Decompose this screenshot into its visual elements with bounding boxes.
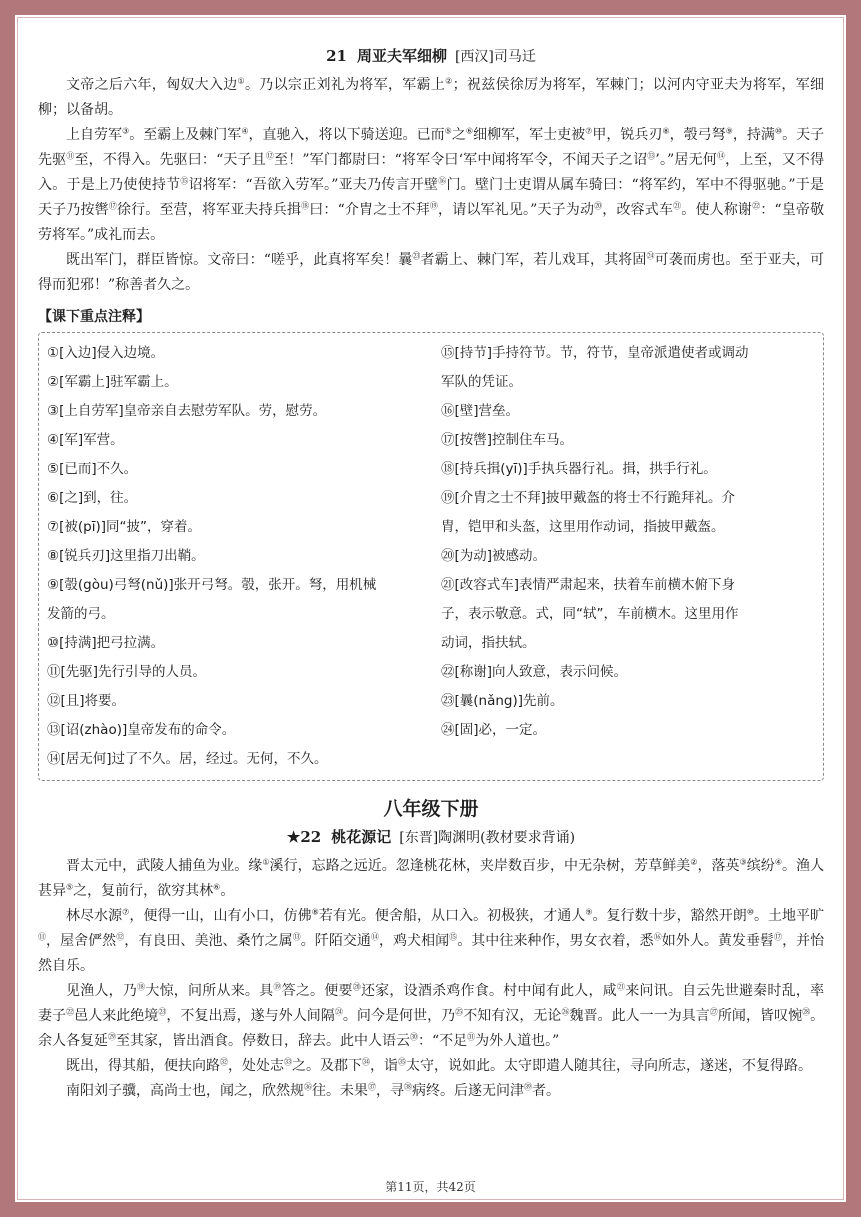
lesson-22-body xyxy=(38,854,824,1104)
text-run: 南阳刘子骥，高尚士也，闻之，欣然规 xyxy=(66,1083,304,1099)
lesson-21-body xyxy=(38,73,824,298)
footnote-marker: ⑭ xyxy=(716,151,726,161)
footnote-marker: ㉓ xyxy=(158,1007,167,1017)
footnote-marker: ⑧ xyxy=(662,126,670,136)
footnote-marker: ⑳ xyxy=(594,201,603,211)
note-line: ㉒[称谢]向人致意，表示问候。 xyxy=(441,664,628,680)
footnote-marker: ㉛ xyxy=(467,1032,476,1042)
footnote-marker: ⑨ xyxy=(585,907,593,917)
text-run: 魏晋。此人一一为具言 xyxy=(569,1008,710,1024)
text-run: 可袭而虏也。至于亚夫，可得而犯邪！”称善者久之。 xyxy=(38,252,825,293)
footnote-marker: ⑤ xyxy=(444,126,452,136)
footnote-marker: ㊳ xyxy=(404,1082,412,1092)
text-run: ，处处志 xyxy=(228,1058,284,1074)
footnote-marker: ⑲ xyxy=(273,982,282,992)
text-run: 之，复前行，欲穷其林 xyxy=(73,883,214,899)
footnote-marker: ⑲ xyxy=(429,201,439,211)
note-line: ⑱[持兵揖(yī)]手执兵器行礼。揖，拱手行礼。 xyxy=(441,461,717,477)
text-run: 。渔人甚异 xyxy=(38,858,825,899)
footnote-marker: ③ xyxy=(122,126,130,136)
text-run: 既出，得其船，便扶向路 xyxy=(66,1058,220,1074)
text-run: 细柳军，军士吏被 xyxy=(473,127,586,143)
footnote-marker: ⑥ xyxy=(465,126,474,136)
footnote-marker: ① xyxy=(237,76,246,86)
footnote-marker: ⑥ xyxy=(213,882,221,892)
note-line: ㉔[固]必，一定。 xyxy=(441,722,547,738)
text-run: 太守，说如此。太守即遣人随其往，寻向所志，遂迷，不复得路。 xyxy=(406,1058,812,1074)
text-run: 如外人。黄发垂髫 xyxy=(661,933,775,949)
text-run: ，有良田、美池、桑竹之属 xyxy=(124,933,293,949)
lesson-21-author: [西汉]司马迁 xyxy=(454,49,536,65)
note-line: ⑰[按辔]控制住车马。 xyxy=(441,432,574,448)
text-run: 。土地平旷 xyxy=(753,908,825,924)
text-run: ；祝兹侯徐厉为将军，军棘门；以河内守亚夫为将军，军细柳；以备胡。 xyxy=(38,77,825,118)
section-heading: 八年级下册 xyxy=(383,798,479,820)
footnote-marker: ㊴ xyxy=(524,1082,532,1092)
footnote-marker: ④ xyxy=(774,857,783,867)
note-line: ④[军]军营。 xyxy=(47,432,124,448)
note-line: ⑪[先驱]先行引导的人员。 xyxy=(47,664,207,680)
text-run: 还家，设酒杀鸡作食。村中闻有此人，咸 xyxy=(360,983,617,999)
text-run: 不知有汉，无论 xyxy=(463,1008,562,1024)
footnote-marker: ⑳ xyxy=(352,982,361,992)
footnote-marker: ㉜ xyxy=(220,1057,228,1067)
lesson-22-name: 桃花源记 xyxy=(331,828,392,846)
footnote-marker: ⑱ xyxy=(137,982,146,992)
text-run: 。乃以宗正刘礼为将军，军霸上 xyxy=(245,77,446,93)
note-line: ⑳[为动]被感动。 xyxy=(441,548,547,564)
text-run: 若有光。便舍船，从口入。初极狭，才通人 xyxy=(318,908,586,924)
note-line: ⑦[被(pī)]同“披”，穿着。 xyxy=(47,519,201,535)
text-run: 之。及郡下 xyxy=(292,1058,362,1074)
text-run: ，寻 xyxy=(376,1083,404,1099)
note-line: 发箭的弓。 xyxy=(47,606,115,622)
note-line: ⑨[彀(gòu)弓弩(nǔ)]张开弓弩。彀，张开。弩，用机械 xyxy=(47,577,377,593)
text-run: 文帝之后六年，匈奴大入边 xyxy=(66,77,238,93)
footnote-marker: ⑦ xyxy=(585,126,593,136)
text-run: ，屋舍俨然 xyxy=(46,933,117,949)
text-run: 溪行，忘路之远近。忽逢桃花林，夹岸数百步，中无杂树，芳草鲜美 xyxy=(269,858,691,874)
text-run: ，上至，又不得入。于是上乃使使持节 xyxy=(38,152,825,193)
text-run: 至其家，皆出酒食。停数日，辞去。此中人语云 xyxy=(116,1033,410,1049)
text-run: ，彀弓弩 xyxy=(669,127,726,143)
text-run: ，便得一山，山有小口，仿佛 xyxy=(129,908,312,924)
text-run: ，并怡然自乐。 xyxy=(38,933,825,974)
text-run: ，直驰入，将以下骑送迎。已而 xyxy=(248,127,445,143)
footnote-marker: ② xyxy=(445,76,453,86)
note-line: 动词，指扶轼。 xyxy=(441,635,536,651)
paragraph xyxy=(38,73,824,123)
paragraph xyxy=(38,248,824,298)
text-run: 至，不得入。先驱曰：“天子且 xyxy=(74,152,266,168)
footnote-marker: ⑫ xyxy=(116,932,125,942)
note-line: ②[军霸上]驻军霸上。 xyxy=(47,374,178,390)
note-line: 军队的凭证。 xyxy=(441,374,522,390)
text-run: 病终。后遂无问津 xyxy=(412,1083,524,1099)
paragraph xyxy=(38,123,824,248)
text-run: 者霸上、棘门军，若儿戏耳，其将固 xyxy=(420,252,647,268)
footnote-marker: ㉔ xyxy=(334,1007,343,1017)
paragraph xyxy=(38,854,824,904)
note-line: ⑭[居无何]过了不久。居，经过。无何，不久。 xyxy=(47,751,328,767)
footnote-marker: ㉒ xyxy=(752,201,761,211)
text-run: 缤纷 xyxy=(746,858,775,874)
note-line: 胄，铠甲和头盔，这里用作动词，指披甲戴盔。 xyxy=(441,519,725,535)
footnote-marker: ⑬ xyxy=(292,932,301,942)
footnote-marker: ㉟ xyxy=(398,1057,406,1067)
text-run: 至！”军门都尉曰：“将军令曰‘军中闻将军令，不闻天子之诏 xyxy=(274,152,648,168)
footnote-marker: ㉔ xyxy=(646,251,655,261)
footnote-marker: ⑦ xyxy=(122,907,130,917)
footnote-marker: ① xyxy=(262,857,270,867)
text-run: 之 xyxy=(451,127,466,143)
footnote-marker: ⑯ xyxy=(653,932,662,942)
text-run: 。 xyxy=(220,883,235,899)
text-run: 诏将军：“吾欲入劳军。”亚夫乃传言开壁 xyxy=(188,177,439,193)
footnote-marker: ⑯ xyxy=(438,176,447,186)
footnote-marker: ㉒ xyxy=(66,1007,75,1017)
lesson-21-title xyxy=(38,44,824,69)
document-page xyxy=(38,44,824,1104)
footnote-marker: ⑭ xyxy=(370,932,379,942)
footnote-marker: ⑰ xyxy=(108,201,117,211)
text-run: 。其中往来种作，男女衣着，悉 xyxy=(457,933,654,949)
footnote-marker: ㊲ xyxy=(368,1082,376,1092)
footnote-marker: ㉕ xyxy=(455,1007,464,1017)
text-run: 见渔人，乃 xyxy=(66,983,138,999)
text-run: ，落英 xyxy=(697,858,740,874)
text-run: ，改容式车 xyxy=(602,202,674,218)
note-line: ㉓[曩(nǎng)]先前。 xyxy=(441,693,564,709)
text-run: 徐行。至营，将军亚夫持兵揖 xyxy=(116,202,302,218)
text-run: 大惊，问所从来。具 xyxy=(145,983,274,999)
footnote-marker: ⑪ xyxy=(38,932,47,942)
notes-heading: 【课下重点注释】 xyxy=(38,309,150,325)
page-footer: 第11页，共42页 xyxy=(385,1180,476,1194)
text-run: 林尽水源 xyxy=(66,908,123,924)
lesson-21-number: 21 xyxy=(326,47,347,65)
text-run: 门。壁门士吏谓从属车骑曰：“将军约，军中不得驱驰。”于是天子乃按辔 xyxy=(38,177,824,218)
text-run: 。复行数十步，豁然开朗 xyxy=(592,908,747,924)
footnote-marker: ⑫ xyxy=(265,151,275,161)
text-run: 来问讯。自云先世避秦时乱，率妻子 xyxy=(38,983,825,1024)
text-run: ，鸡犬相闻 xyxy=(378,933,450,949)
footnote-marker: ㉑ xyxy=(673,201,682,211)
text-run: 曰：“介胄之士不拜 xyxy=(309,202,430,218)
note-line: ⑲[介胄之士不拜]披甲戴盔的将士不行跪拜礼。介 xyxy=(441,490,736,506)
lesson-22-number: ★22 xyxy=(286,828,322,846)
footnote-marker: ② xyxy=(690,857,698,867)
footnote-marker: ⑪ xyxy=(66,151,75,161)
footnote-marker: ㉞ xyxy=(362,1057,370,1067)
note-line: ⑧[锐兵刃]这里指刀出鞘。 xyxy=(47,548,205,564)
footnote-marker: ⑧ xyxy=(311,907,319,917)
note-line: ①[入边]侵入边境。 xyxy=(47,345,165,361)
footnote-marker: ㉝ xyxy=(284,1057,292,1067)
footnote-marker: ㉙ xyxy=(108,1032,116,1042)
text-run: 所闻，皆叹惋 xyxy=(717,1008,803,1024)
text-run: ，不复出焉，遂与外人间隔 xyxy=(166,1008,335,1024)
footnote-marker: ㉖ xyxy=(561,1007,570,1017)
text-run: 晋太元中，武陵人捕鱼为业。缘 xyxy=(66,858,263,874)
footnote-marker: ⑨ xyxy=(725,126,733,136)
footnote-marker: ⑩ xyxy=(774,126,783,136)
text-run: ：“不足 xyxy=(418,1033,468,1049)
footnote-marker: ㊱ xyxy=(304,1082,312,1092)
text-run: 甲，锐兵刃 xyxy=(592,127,663,143)
text-run: 。问今是何世，乃 xyxy=(342,1008,456,1024)
footnote-marker: ㉘ xyxy=(802,1007,811,1017)
lesson-21-name: 周亚夫军细柳 xyxy=(356,47,447,65)
text-run: 往。未果 xyxy=(312,1083,368,1099)
footnote-marker: ㉓ xyxy=(412,251,421,261)
text-run: 既出军门，群臣皆惊。文帝曰：“嗟乎，此真将军矣！曩 xyxy=(66,252,413,268)
note-line: ⑯[壁]营垒。 xyxy=(441,403,520,419)
footnote-marker: ㉗ xyxy=(709,1007,718,1017)
text-run: 邑人来此绝境 xyxy=(74,1008,159,1024)
note-line: ⑤[已而]不久。 xyxy=(47,461,138,477)
footnote-marker: ⑰ xyxy=(774,932,783,942)
paragraph xyxy=(38,1054,824,1079)
paragraph xyxy=(38,904,824,979)
note-line: 子，表示敬意。式，同“轼”，车前横木。这里用作 xyxy=(441,606,739,622)
text-run: 为外人道也。” xyxy=(475,1033,560,1049)
text-run: ，持满 xyxy=(732,127,775,143)
footnote-marker: ④ xyxy=(241,126,249,136)
text-run: 。阡陌交通 xyxy=(300,933,371,949)
text-run: 。天子先驱 xyxy=(38,127,825,168)
lesson-22-title xyxy=(38,825,824,850)
notes-right-column xyxy=(441,339,815,774)
footnote-marker: ㉚ xyxy=(410,1032,418,1042)
footnote-marker: ③ xyxy=(739,857,747,867)
footnote-marker: ⑬ xyxy=(647,151,656,161)
text-run: ：“皇帝敬劳将军。”成礼而去。 xyxy=(38,202,825,243)
note-line: ⑮[持节]手持符节。节，符节，皇帝派遣使者或调动 xyxy=(441,345,749,361)
text-run: 上自劳军 xyxy=(66,127,123,143)
note-line: ⑥[之]到，往。 xyxy=(47,490,138,506)
note-line: ㉑[改容式车]表情严肃起来，扶着车前横木俯下身 xyxy=(441,577,736,593)
notes-left-column xyxy=(47,339,421,774)
lesson-22-author: [东晋]陶渊明(教材要求背诵) xyxy=(399,830,576,846)
note-line: ⑩[持满]把弓拉满。 xyxy=(47,635,165,651)
text-run: 。使人称谢 xyxy=(681,202,753,218)
footnote-marker: ⑮ xyxy=(449,932,458,942)
footnote-marker: ⑱ xyxy=(301,201,310,211)
text-run: 。至霸上及棘门军 xyxy=(129,127,242,143)
text-run: ’。”居无何 xyxy=(655,152,717,168)
note-line: ③[上自劳军]皇帝亲自去慰劳军队。劳，慰劳。 xyxy=(47,403,327,419)
footnote-marker: ㉑ xyxy=(616,982,626,992)
text-run: 答之。便要 xyxy=(281,983,353,999)
paragraph xyxy=(38,1079,824,1104)
note-line: ⑫[且]将要。 xyxy=(47,693,126,709)
footnote-marker: ⑩ xyxy=(746,907,754,917)
note-line: ⑬[诏(zhào)]皇帝发布的命令。 xyxy=(47,722,236,738)
footnote-marker: ⑤ xyxy=(66,882,74,892)
text-run: ，诣 xyxy=(370,1058,398,1074)
text-run: 者。 xyxy=(532,1083,560,1099)
paragraph xyxy=(38,979,824,1054)
footnote-marker: ⑮ xyxy=(180,176,189,186)
text-run: 。余人各复延 xyxy=(38,1008,825,1049)
text-run: ，请以军礼见。”天子为动 xyxy=(438,202,595,218)
notes-box xyxy=(38,332,824,781)
